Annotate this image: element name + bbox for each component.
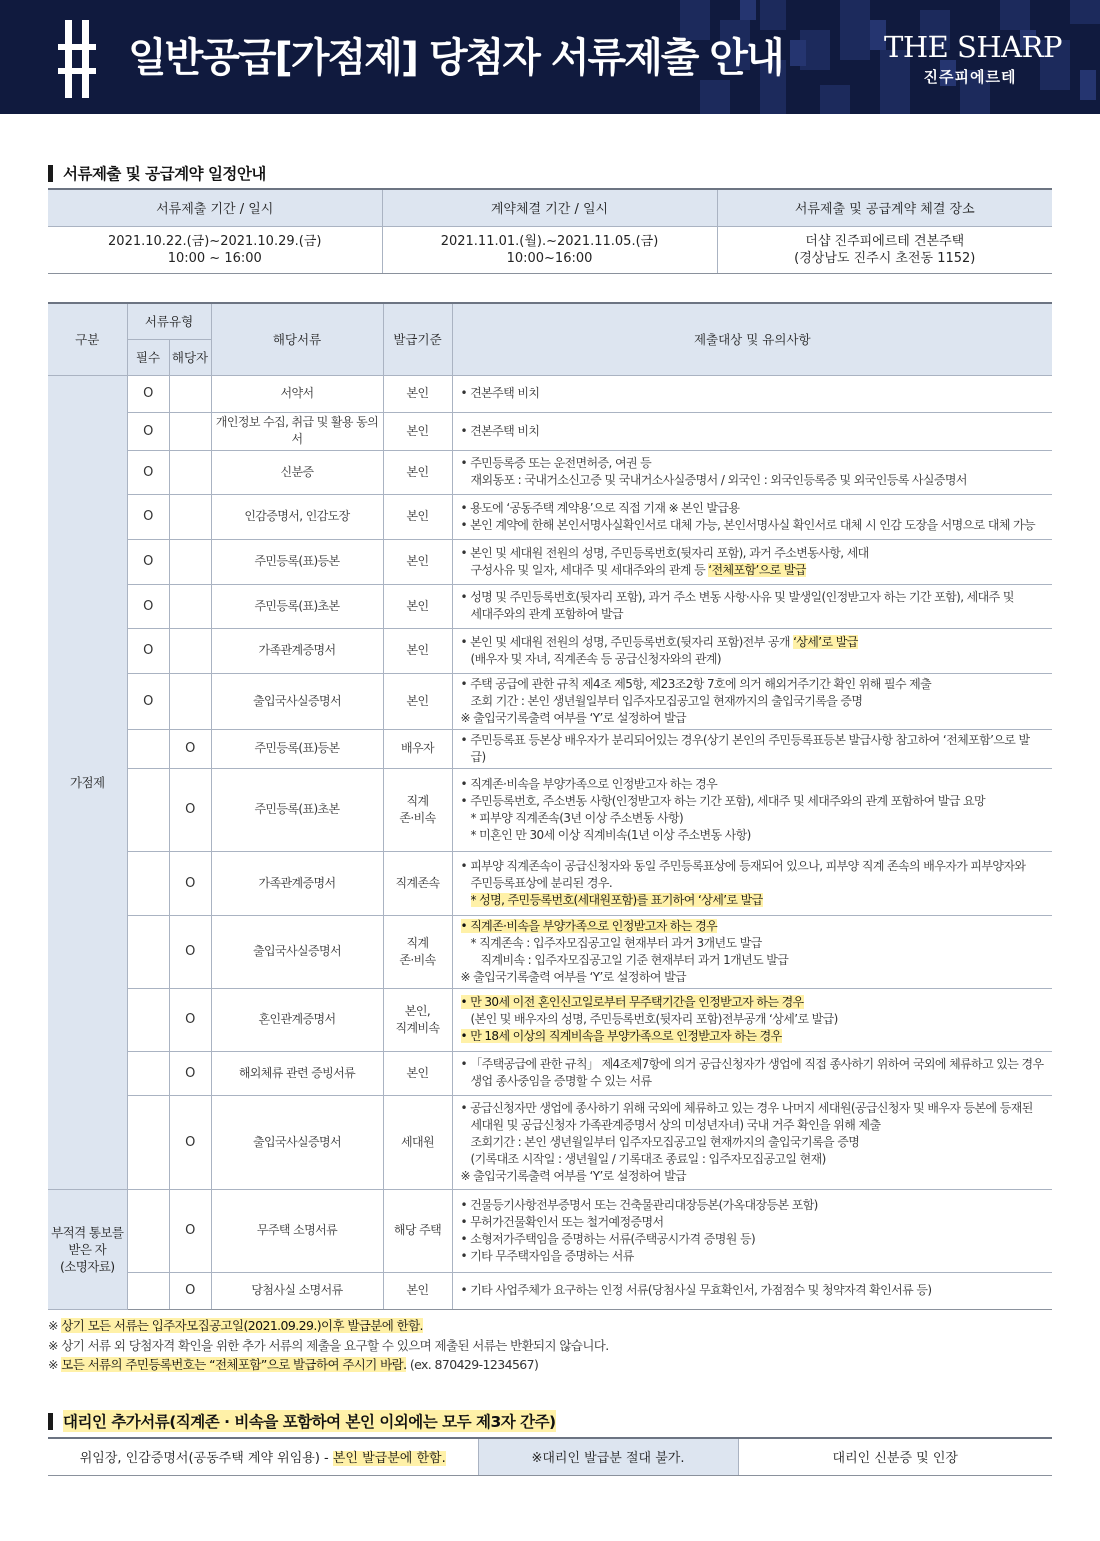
applicable-mark: O [169, 851, 211, 915]
required-mark [127, 988, 169, 1051]
note-line: • 소형저가주택임을 증명하는 서류(주택공시가격 증명원 등) [460, 1231, 756, 1246]
agent-table [48, 1437, 1052, 1476]
brand-name: THE SHARP [884, 30, 1062, 64]
hash-logo-icon [58, 20, 96, 98]
header-required: 필수 [127, 339, 169, 375]
notes-cell [452, 494, 1052, 539]
note-line: (기록대조 시작일 : 생년월일 / 기록대조 종료일 : 입주자모집공고일 현재) [470, 1151, 826, 1166]
table-row [48, 1095, 1052, 1189]
note-highlight: ‘상세’로 발급 [793, 634, 858, 649]
issuer: 본인 [383, 494, 452, 539]
table-row [48, 450, 1052, 494]
document-name: 출입국사실증명서 [211, 915, 383, 988]
applicable-mark: O [169, 1095, 211, 1189]
note-line: • 무허가건물확인서 또는 철거예정증명서 [460, 1214, 664, 1229]
note-line: • 본인 및 세대원 전원의 성명, 주민등록번호(뒷자리 포함), 과거 주소변동사항, 세대 [460, 545, 869, 560]
table-row [48, 851, 1052, 915]
category-notice [48, 1189, 127, 1309]
applicable-mark [169, 584, 211, 628]
schedule-time: 10:00~16:00 [506, 250, 593, 266]
issuer: 본인 [383, 1051, 452, 1095]
document-name: 가족관계증명서 [211, 851, 383, 915]
applicable-mark: O [169, 768, 211, 851]
document-name: 서약서 [211, 375, 383, 412]
note-highlight: • 만 18세 이상의 직계비속을 부양가족으로 인정받고자 하는 경우 [460, 1029, 782, 1043]
issuer [383, 988, 452, 1051]
note-line: ※ 출입국기록출력 여부를 ‘Y’로 설정하여 발급 [460, 710, 687, 725]
issuer: 본인 [383, 1272, 452, 1309]
table-row [48, 494, 1052, 539]
required-mark: O [127, 494, 169, 539]
schedule-cell [717, 226, 1052, 273]
applicable-mark [169, 450, 211, 494]
applicable-mark [169, 539, 211, 584]
required-mark: O [127, 584, 169, 628]
required-mark [127, 1189, 169, 1272]
note-line [461, 994, 1045, 1011]
schedule-header-cell: 서류제출 및 공급계약 체결 장소 [717, 189, 1052, 226]
note-line: • 기타 무주택자임을 증명하는 서류 [460, 1248, 634, 1263]
note-line: * 미혼인 만 30세 이상 직계비속(1년 이상 주소변동 사항) [470, 827, 751, 842]
footnote-3 [48, 1355, 609, 1375]
notes-cell [452, 729, 1052, 768]
section-agent-title: 대리인 추가서류(직계존 · 비속을 포함하여 본인 이외에는 모두 제3자 간주) [63, 1410, 556, 1432]
applicable-mark: O [169, 915, 211, 988]
notes-cell [452, 988, 1052, 1051]
applicable-mark [169, 375, 211, 412]
note-line: • 성명 및 주민등록번호(뒷자리 포함), 과거 주소 변동 사항·사유 및 발생일(인정받고자 하는 기간 포함), 세대주 및 [460, 590, 1014, 604]
category-line: 부적격 통보를 [51, 1224, 124, 1240]
page-header [0, 0, 1100, 114]
footnote-highlight: 모든 서류의 주민등록번호는 “전체포함”으로 발급하여 주시기 바람. [61, 1357, 407, 1372]
issuer-line: 직계 [406, 793, 429, 808]
schedule-time: 10:00 ~ 16:00 [167, 250, 262, 266]
footnote-prefix: ※ [48, 1318, 62, 1333]
table-row [48, 1272, 1052, 1309]
schedule-row [48, 226, 1052, 273]
required-mark: O [127, 539, 169, 584]
issuer-line: 직계 [406, 935, 429, 950]
brand-logo [884, 30, 1062, 87]
note-line: • 기타 사업주체가 요구하는 인정 서류(당첨사실 무효확인서, 가점점수 및 청약자격 확인서류 등) [460, 1283, 932, 1297]
note-line: 주민등록표상에 분리된 경우. [470, 875, 613, 890]
document-name: 해외체류 관련 증빙서류 [211, 1051, 383, 1095]
required-mark: O [127, 412, 169, 450]
agent-row [48, 1438, 1052, 1475]
header-issuer: 발급기준 [383, 303, 452, 375]
note-line: • 주민등록번호, 주소변동 사항(인정받고자 하는 기간 포함), 세대주 및 세대주와의 관계 포함하여 발급 요망 [460, 793, 986, 808]
documents-table [48, 302, 1052, 1310]
heading-bar-icon [48, 165, 53, 182]
note-line [461, 562, 1045, 579]
note-line: • 피부양 직계존속이 공급신청자와 동일 주민등록표상에 등재되어 있으나, 피부양 직계 존속의 배우자가 피부양자와 [460, 858, 1026, 873]
issuer: 본인 [383, 584, 452, 628]
issuer: 본인 [383, 412, 452, 450]
note-line: ※ 출입국기록출력 여부를 ‘Y’로 설정하여 발급 [460, 969, 687, 984]
heading-bar-icon [48, 1413, 53, 1430]
section-schedule-heading [48, 162, 266, 184]
note-line: • 주민등록표 등본상 배우자가 분리되어있는 경우(상기 본인의 주민등록표등본 발급사항 참고하여 ‘전체포함’으로 발급) [460, 732, 1030, 764]
notes-cell [452, 673, 1052, 729]
note-line: 생업 종사중임을 증명할 수 있는 서류 [470, 1074, 652, 1088]
table-row [48, 915, 1052, 988]
table-row [48, 584, 1052, 628]
table-row [48, 412, 1052, 450]
section-schedule-title: 서류제출 및 공급계약 일정안내 [63, 165, 266, 183]
note-line: • 견본주택 비치 [460, 386, 540, 400]
schedule-header-cell: 계약체결 기간 / 일시 [382, 189, 717, 226]
required-mark [127, 729, 169, 768]
applicable-mark [169, 412, 211, 450]
table-row [48, 768, 1052, 851]
section-agent-heading [48, 1410, 556, 1432]
note-line: 세대주와의 관계 포함하여 발급 [470, 607, 624, 621]
category-line: (소명자료) [60, 1258, 115, 1274]
issuer: 배우자 [383, 729, 452, 768]
table-row [48, 673, 1052, 729]
note-line: • 견본주택 비치 [460, 423, 540, 438]
issuer-line: 존·비속 [399, 952, 436, 967]
issuer [383, 768, 452, 851]
note-line: * 피부양 직계존속(3년 이상 주소변동 사항) [470, 810, 684, 825]
applicable-mark: O [169, 729, 211, 768]
note-line: 조회기간 : 본인 생년월일부터 입주자모집공고일 현재까지의 출입국기록을 증명 [470, 1134, 860, 1149]
issuer: 본인 [383, 673, 452, 729]
notes-cell [452, 628, 1052, 673]
note-text: 구성사유 및 일자, 세대주 및 세대주와의 관계 등 [470, 562, 706, 577]
issuer: 직계존속 [383, 851, 452, 915]
footnotes [48, 1316, 609, 1375]
document-name: 주민등록(표)등본 [211, 729, 383, 768]
note-line: 조회 기간 : 본인 생년월일부터 입주자모집공고일 현재까지의 출입국기록을 증명 [470, 693, 863, 708]
schedule-date: 2021.11.01.(월).~2021.11.05.(금) [440, 233, 659, 249]
notes-cell [452, 851, 1052, 915]
note-line: * 직계존속 : 입주자모집공고일 현재부터 과거 3개년도 발급 [470, 935, 762, 950]
required-mark [127, 1272, 169, 1309]
document-name: 출입국사실증명서 [211, 1095, 383, 1189]
table-row [48, 988, 1052, 1051]
agent-cell-warning: ※대리인 발급분 절대 불가. [478, 1438, 738, 1475]
notes-cell [452, 584, 1052, 628]
required-mark [127, 768, 169, 851]
issuer-line: 존·비속 [399, 810, 436, 825]
document-name: 주민등록(표)초본 [211, 768, 383, 851]
category-gajeomje: 가점제 [48, 375, 127, 1189]
issuer-line: 본인, [404, 1003, 431, 1018]
required-mark: O [127, 673, 169, 729]
notes-cell [452, 1051, 1052, 1095]
notes-cell [452, 768, 1052, 851]
schedule-header-cell: 서류제출 기간 / 일시 [48, 189, 382, 226]
issuer-line: 직계비속 [395, 1020, 440, 1035]
document-name: 출입국사실증명서 [211, 673, 383, 729]
note-line: (본인 및 배우자의 성명, 주민등록번호(뒷자리 포함)전부공개 ‘상세’로 발급) [470, 1012, 838, 1026]
header-category: 구분 [48, 303, 127, 375]
agent-text: 위임장, 인감증명서(공동주택 계약 위임용) - [79, 1451, 333, 1467]
document-name: 가족관계증명서 [211, 628, 383, 673]
footnote-suffix: (ex. 870429-1234567) [406, 1357, 539, 1372]
applicable-mark [169, 628, 211, 673]
header-notes: 제출대상 및 유의사항 [452, 303, 1052, 375]
agent-cell-id: 대리인 신분증 및 인장 [738, 1438, 1052, 1475]
notes-cell [452, 450, 1052, 494]
document-name: 무주택 소명서류 [211, 1189, 383, 1272]
document-name: 혼인관계증명서 [211, 988, 383, 1051]
category-line: 받은 자 [68, 1241, 107, 1257]
note-highlight: • 직계존·비속을 부양가족으로 인정받고자 하는 경우 [460, 918, 718, 933]
note-line [461, 1028, 1045, 1045]
table-row [48, 1189, 1052, 1272]
notes-cell [452, 1272, 1052, 1309]
header-type-group: 서류유형 [127, 303, 211, 339]
table-row [48, 628, 1052, 673]
note-line: 세대원 및 공급신청자 가족관계증명서 상의 미성년자녀) 국내 거주 확인을 위해 제출 [470, 1117, 881, 1132]
note-line: 재외동포 : 국내거소신고증 및 국내거소사실증명서 / 외국인 : 외국인등록증 및 외국인등록 사실증명서 [470, 473, 967, 487]
schedule-place: 더샵 진주피에르테 견본주택 [805, 233, 965, 249]
schedule-table [48, 188, 1052, 274]
applicable-mark: O [169, 1051, 211, 1095]
document-name: 신분증 [211, 450, 383, 494]
footnote-highlight: 상기 모든 서류는 입주자모집공고일(2021.09.29.)이후 발급분에 한함. [61, 1318, 423, 1333]
note-line: ※ 출입국기록출력 여부를 ‘Y’로 설정하여 발급 [460, 1168, 687, 1183]
document-name: 주민등록(표)등본 [211, 539, 383, 584]
note-line [461, 634, 1045, 651]
note-line: • 건물등기사항전부증명서 또는 건축물관리대장등본(가옥대장등본 포함) [460, 1197, 818, 1212]
notes-cell [452, 915, 1052, 988]
schedule-cell [382, 226, 717, 273]
applicable-mark: O [169, 1189, 211, 1272]
notes-cell [452, 1189, 1052, 1272]
document-name: 개인정보 수집, 취급 및 활용 동의서 [211, 412, 383, 450]
footnote-2: ※ 상기 서류 외 당첨자격 확인을 위한 추가 서류의 제출을 요구할 수 있으며 제출된 서류는 반환되지 않습니다. [48, 1337, 609, 1353]
notes-cell [452, 539, 1052, 584]
issuer [383, 915, 452, 988]
header-applicable: 해당자 [169, 339, 211, 375]
note-line: 직계비속 : 입주자모집공고일 기준 현재부터 과거 1개년도 발급 [480, 952, 789, 967]
note-line: • 용도에 ‘공동주택 계약용’으로 직접 기재 ※ 본인 발급용 [460, 500, 740, 515]
note-line: • 「주택공급에 관한 규칙」 제4조제7항에 의거 공급신청자가 생업에 직접 종사하기 위하여 국외에 체류하고 있는 경우 [460, 1057, 1044, 1071]
schedule-address: (경상남도 진주시 초전동 1152) [794, 250, 976, 266]
header-document: 해당서류 [211, 303, 383, 375]
required-mark [127, 1095, 169, 1189]
page-title: 일반공급[가점제] 당첨자 서류제출 안내 [128, 35, 783, 81]
document-name: 인감증명서, 인감도장 [211, 494, 383, 539]
footnote-prefix: ※ [48, 1357, 62, 1372]
schedule-header-row [48, 189, 1052, 226]
schedule-cell [48, 226, 382, 273]
issuer: 해당 주택 [383, 1189, 452, 1272]
required-mark [127, 1051, 169, 1095]
note-line [461, 892, 1045, 909]
required-mark: O [127, 375, 169, 412]
notes-cell [452, 375, 1052, 412]
notes-cell [452, 412, 1052, 450]
note-line: • 주택 공급에 관한 규칙 제4조 제5항, 제23조2항 7호에 의거 해외거주기간 확인 위해 필수 제출 [460, 676, 932, 691]
applicable-mark [169, 673, 211, 729]
applicable-mark: O [169, 1272, 211, 1309]
documents-header-row [48, 303, 1052, 339]
agent-cell-documents [48, 1438, 478, 1475]
table-row [48, 375, 1052, 412]
issuer: 본인 [383, 539, 452, 584]
issuer: 본인 [383, 375, 452, 412]
note-text: • 본인 및 세대원 전원의 성명, 주민등록번호(뒷자리 포함)전부 공개 [460, 634, 790, 649]
notes-cell [452, 1095, 1052, 1189]
note-line: • 직계존·비속을 부양가족으로 인정받고자 하는 경우 [460, 776, 718, 791]
applicable-mark [169, 494, 211, 539]
note-highlight: • 만 30세 이전 혼인신고일로부터 무주택기간을 인정받고자 하는 경우 [460, 995, 804, 1009]
note-line: • 주민등록증 또는 운전면허증, 여권 등 [460, 456, 652, 470]
required-mark: O [127, 628, 169, 673]
table-row [48, 1051, 1052, 1095]
document-name: 당첨사실 소명서류 [211, 1272, 383, 1309]
note-line: • 공급신청자만 생업에 종사하기 위해 국외에 체류하고 있는 경우 나머지 세대원(공급신청자 및 배우자 등본에 등재된 [460, 1100, 1033, 1115]
required-mark: O [127, 450, 169, 494]
table-row [48, 729, 1052, 768]
brand-subtitle: 진주피에르테 [923, 68, 1017, 86]
table-row [48, 539, 1052, 584]
issuer: 본인 [383, 628, 452, 673]
agent-highlight: 본인 발급분에 한함. [332, 1451, 446, 1467]
note-highlight: * 성명, 주민등록번호(세대원포함)를 표기하여 ‘상세’로 발급 [470, 892, 763, 907]
document-name: 주민등록(표)초본 [211, 584, 383, 628]
required-mark [127, 851, 169, 915]
note-highlight: ‘전체포함’으로 발급 [708, 562, 806, 577]
required-mark [127, 915, 169, 988]
schedule-date: 2021.10.22.(금)~2021.10.29.(금) [108, 233, 322, 249]
issuer: 세대원 [383, 1095, 452, 1189]
note-line [461, 918, 1045, 935]
issuer: 본인 [383, 450, 452, 494]
footnote-1 [48, 1316, 609, 1336]
note-line: (배우자 및 자녀, 직계존속 등 공급신청자와의 관계) [470, 651, 722, 666]
applicable-mark: O [169, 988, 211, 1051]
note-line: • 본인 계약에 한해 본인서명사실확인서로 대체 가능, 본인서명사실 확인서로 대체 시 인감 도장을 서명으로 대체 가능 [460, 517, 1036, 532]
